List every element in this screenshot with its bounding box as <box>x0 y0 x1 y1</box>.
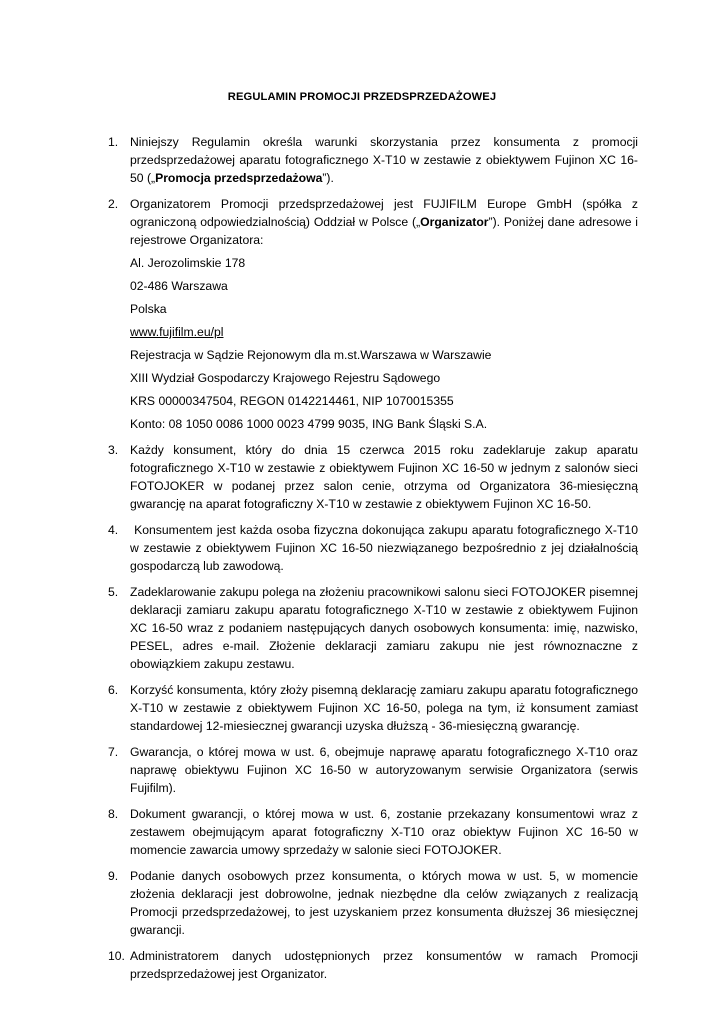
item-text: Niniejszy Regulamin określa warunki skorzystania przez konsumenta z promocji przedsprzedażowej aparatu fotograficznego X-T10 w zestawie z obiektywem Fujinon XC 16-50 („Promocja przedsprzedażowa”). <box>130 135 638 185</box>
item-text: Zadeklarowanie zakupu polega na złożeniu pracownikowi salonu sieci FOTOJOKER pisemnej deklaracji zamiaru zakupu aparatu fotograficznego X-T10 w zestawie z obiektywem Fujinon XC 16-50 wraz z podaniem następujących danych osobowych konsumenta: imię, nazwisko, PESEL, adres e-mail. Złożenie deklaracji zamiaru zakupu nie jest równoznaczne z obowiązkiem zakupu zestawu. <box>130 585 638 671</box>
item-number: 8. <box>108 807 119 821</box>
item-number: 6. <box>108 683 119 697</box>
item-number: 10. <box>108 949 125 963</box>
item-number: 4. <box>108 523 119 537</box>
defined-term: Organizator <box>420 215 489 229</box>
organizer-division: XIII Wydział Gospodarczy Krajowego Rejestru Sądowego <box>130 371 441 385</box>
item-text: Administratorem danych udostępnionych przez konsumentów w ramach Promocji przedsprzedażowej jest Organizator. <box>130 949 638 981</box>
item-number: 3. <box>108 443 119 457</box>
list-item-7 <box>0 743 724 797</box>
organizer-postal: 02-486 Warszawa <box>130 279 228 293</box>
organizer-country: Polska <box>130 302 167 316</box>
item-number: 9. <box>108 869 119 883</box>
organizer-account: Konto: 08 1050 0086 1000 0023 4799 9035, ING Bank Śląski S.A. <box>130 417 488 431</box>
list-item-3 <box>0 441 724 513</box>
item-text: Każdy konsument, który do dnia 15 czerwca 2015 roku zadeklaruje zakup aparatu fotograficznego X-T10 w zestawie z obiektywem Fujinon XC 16-50 w jednym z salonów sieci FOTOJOKER w podanej przez salon cenie, otrzyma od Organizatora 36-miesięczną gwarancję na aparat fotograficzny X-T10 w zestawie z obiektywem Fujinon XC 16-50. <box>130 443 638 511</box>
list-item-2 <box>0 195 724 433</box>
item-text: Podanie danych osobowych przez konsumenta, o których mowa w ust. 5, w momencie złożenia deklaracji jest dobrowolne, jednak niezbędne dla celów związanych z realizacją Promocji przedsprzedażowej, to jest uzyskaniem przez konsumenta dłuższej 36 miesięcznej gwarancji. <box>130 869 638 937</box>
list-item-10 <box>0 947 724 983</box>
item-number: 1. <box>108 135 119 149</box>
item-text: Organizatorem Promocji przedsprzedażowej jest FUJIFILM Europe GmbH (spółka z ograniczoną odpowiedzialnością) Oddział w Polsce („Organizator”). Poniżej dane adresowe i rejestrowe Organizatora: <box>130 197 639 247</box>
item-number: 7. <box>108 745 119 759</box>
list-item-5 <box>0 583 724 673</box>
organizer-court: Rejestracja w Sądzie Rejonowym dla m.st.Warszawa w Warszawie <box>130 348 492 362</box>
organizer-website-link[interactable]: www.fujifilm.eu/pl <box>130 325 224 339</box>
list-item-6 <box>0 681 724 735</box>
organizer-ids: KRS 00000347504, REGON 0142214461, NIP 1070015355 <box>130 394 454 408</box>
item-text: Dokument gwarancji, o której mowa w ust. 6, zostanie przekazany konsumentowi wraz z zestawem obejmującym aparat fotograficzny X-T10 oraz obiektyw Fujinon XC 16-50 w momencie zawarcia umowy sprzedaży w salonie sieci FOTOJOKER. <box>130 807 638 857</box>
item-text: Korzyść konsumenta, który złoży pisemną deklarację zamiaru zakupu aparatu fotograficznego X-T10 w zestawie z obiektywem Fujinon XC 16-50, polega na tym, iż konsument zamiast standardowej 12-miesiecznej gwarancji uzyska dłuższą - 36-miesięczną gwarancję. <box>130 683 638 733</box>
item-text: Gwarancja, o której mowa w ust. 6, obejmuje naprawę aparatu fotograficznego X-T10 oraz naprawę obiektywu Fujinon XC 16-50 w autoryzowanym serwisie Organizatora (serwis Fujifilm). <box>130 745 638 795</box>
list-item-4 <box>0 521 724 575</box>
item-text: Konsumentem jest każda osoba fizyczna dokonująca zakupu aparatu fotograficznego X-T10 w zestawie z obiektywem Fujinon XC 16-50 niezwiązanego bezpośrednio z jej działalnością gospodarczą lub zawodową. <box>130 523 638 573</box>
page-title: REGULAMIN PROMOCJI PRZEDSPRZEDAŻOWEJ <box>227 91 497 103</box>
regulations-list <box>0 133 724 983</box>
defined-term: Promocja przedsprzedażowa <box>155 171 323 185</box>
list-item-1 <box>0 133 724 187</box>
item-number: 2. <box>108 197 119 211</box>
organizer-street: Al. Jerozolimskie 178 <box>130 256 246 270</box>
item-number: 5. <box>108 585 119 599</box>
list-item-9 <box>0 867 724 939</box>
list-item-8 <box>0 805 724 859</box>
